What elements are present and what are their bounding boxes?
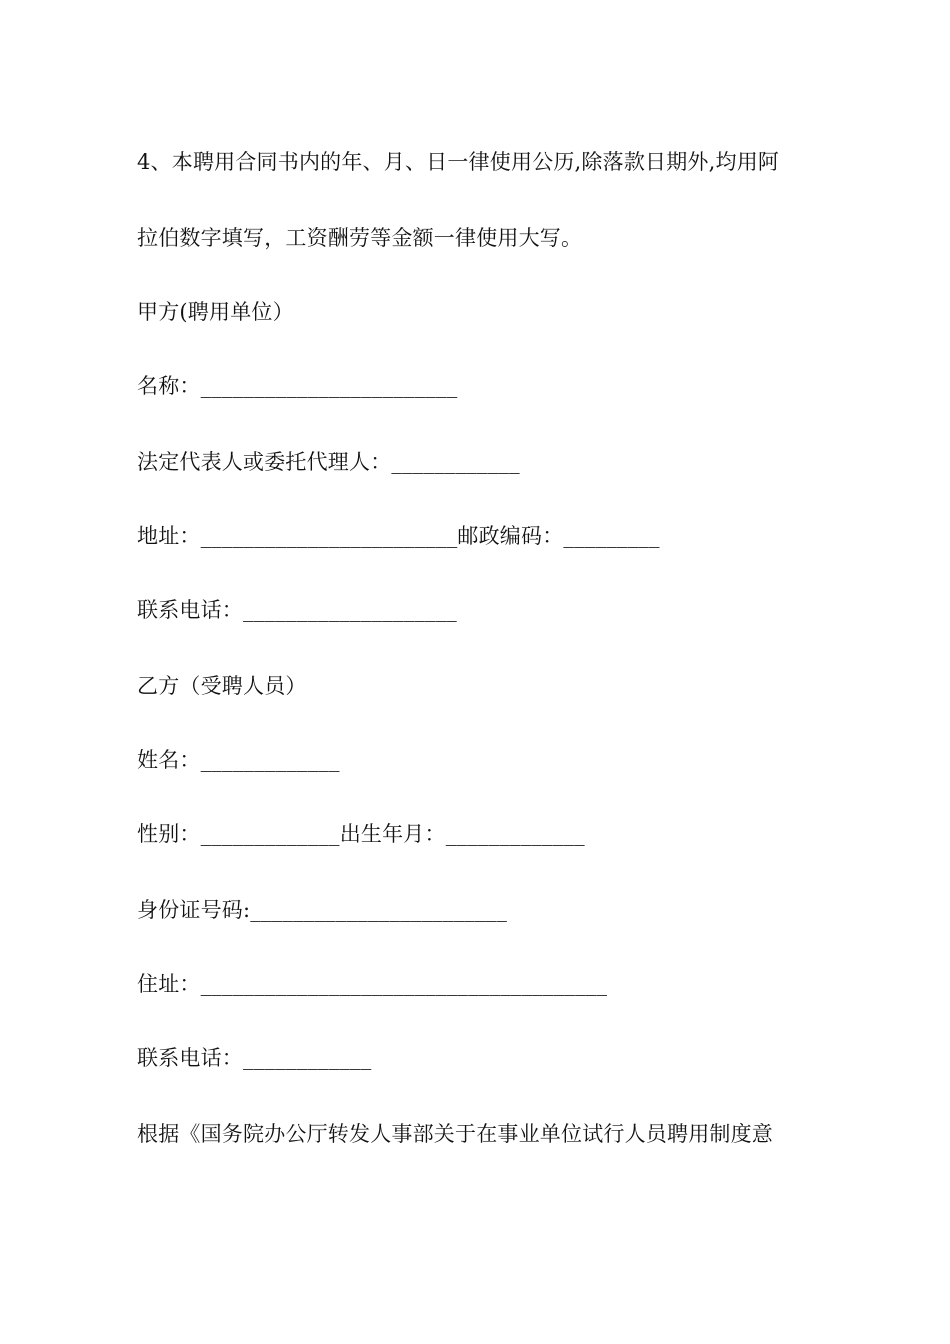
clause-4-line-2: 拉伯数字填写，工资酬劳等金额一律使用大写。 bbox=[137, 226, 583, 250]
party-b-address-field: 住址：______________________________________ bbox=[137, 972, 608, 996]
legal-basis-line: 根据《国务院办公厅转发人事部关于在事业单位试行人员聘用制度意 bbox=[137, 1122, 773, 1146]
party-a-address-postcode-field: 地址：________________________邮政编码：_________ bbox=[137, 524, 660, 548]
party-a-heading: 甲方(聘用单位） bbox=[137, 300, 294, 324]
party-b-phone-field: 联系电话：____________ bbox=[137, 1046, 372, 1070]
party-a-representative-field: 法定代表人或委托代理人：____________ bbox=[137, 450, 520, 474]
clause-4-line-1: 4、本聘用合同书内的年、月、日一律使用公历,除落款日期外,均用阿 bbox=[137, 150, 780, 174]
party-a-name-field: 名称：________________________ bbox=[137, 374, 458, 398]
party-a-phone-field: 联系电话：____________________ bbox=[137, 598, 457, 622]
party-b-id-number-field: 身份证号码:________________________ bbox=[137, 898, 508, 922]
party-b-gender-birth-field: 性别：_____________出生年月：_____________ bbox=[137, 822, 585, 846]
party-b-heading: 乙方（受聘人员） bbox=[137, 674, 307, 698]
party-b-name-field: 姓名：_____________ bbox=[137, 748, 340, 772]
